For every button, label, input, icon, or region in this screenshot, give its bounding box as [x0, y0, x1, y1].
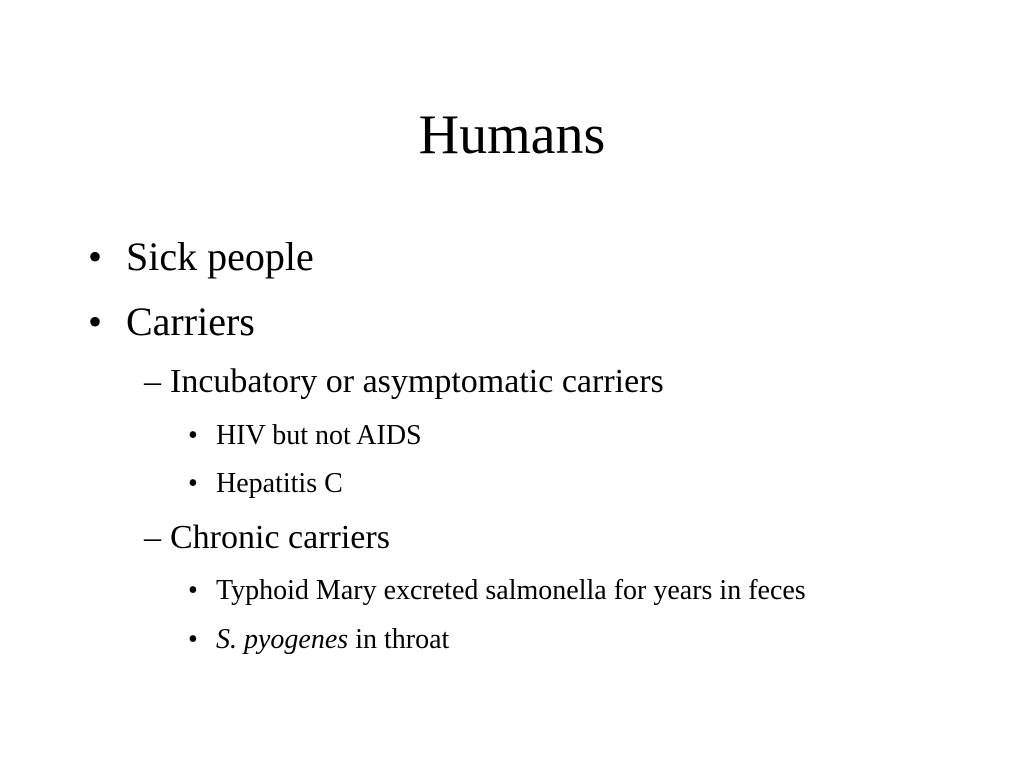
slide-title: Humans [418, 104, 606, 166]
bullet-marker: • [188, 624, 198, 655]
subitem-text: Chronic carriers [170, 519, 390, 556]
bullet-marker: • [88, 299, 103, 344]
bullet-text: Sick people [126, 234, 314, 279]
dash-marker: – [144, 519, 161, 556]
bullet-marker: • [88, 234, 103, 279]
subitem-text: Incubatory or asymptomatic carriers [170, 363, 664, 400]
bullet-marker: • [188, 468, 198, 499]
species-name: S. pyogenes [216, 624, 349, 655]
bullet-text: Carriers [126, 299, 255, 344]
subsubitem-text: HIV but not AIDS [216, 420, 422, 451]
subsubitem-text: Typhoid Mary excreted salmonella for years in feces [216, 575, 806, 606]
species-location: in throat [348, 624, 450, 655]
bullet-marker: • [188, 575, 198, 606]
subsubitem-text: Hepatitis C [216, 468, 343, 499]
bullet-marker: • [188, 420, 198, 451]
subsubitem-text [216, 623, 449, 657]
dash-marker: – [144, 363, 161, 400]
